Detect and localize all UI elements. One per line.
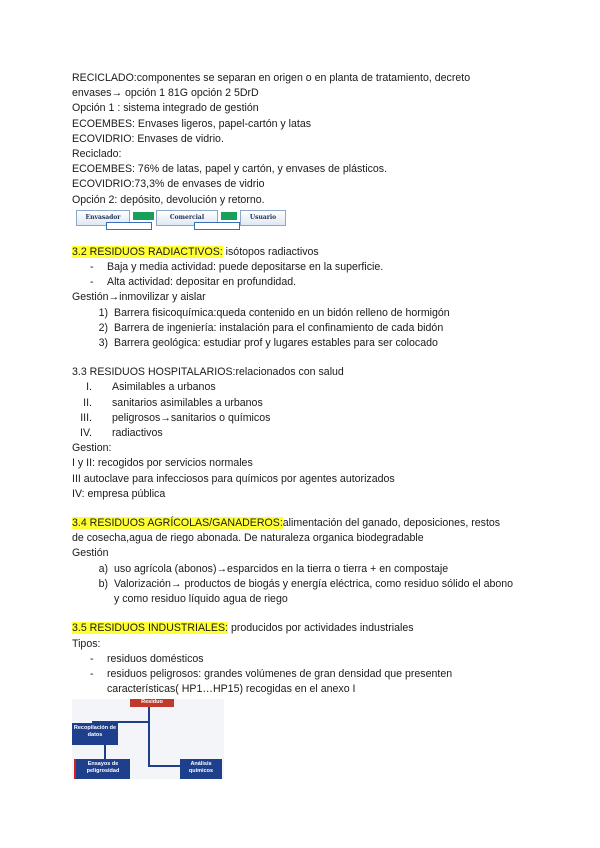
reciclado-line: Opción 1 : sistema integrado de gestión xyxy=(72,102,259,115)
tree-connector xyxy=(104,745,106,759)
tree-node-recopilacion: Recopilación de datos xyxy=(72,723,118,745)
reciclado-line: envases→ opción 1 81G opción 2 5DrD xyxy=(72,87,259,100)
list-item: a) uso agrícola (abonos)→esparcidos en la tierra o tierra + en compostaje xyxy=(98,562,449,575)
section-heading-industriales: 3.5 RESIDUOS INDUSTRIALES: producidos por actividades industriales xyxy=(72,622,414,635)
list-item-continuation: y como residuo líquido agua de riego xyxy=(114,593,288,606)
reciclado-line: ECOVIDRIO:73,3% de envases de vidrio xyxy=(72,178,265,191)
list-item: - Alta actividad: depositar en profundidad. xyxy=(90,276,297,289)
list-item: - Baja y media actividad: puede depositarse en la superficie. xyxy=(90,261,384,274)
flow-box-comercial: Comercial xyxy=(156,210,218,226)
section-heading-radiactivos: 3.2 RESIDUOS RADIACTIVOS: isótopos radiactivos xyxy=(72,245,319,258)
deposit-return-flow-diagram xyxy=(76,209,286,231)
reciclado-line: ECOVIDRIO: Envases de vidrio. xyxy=(72,132,224,145)
gestion-line: I y II: recogidos por servicios normales xyxy=(72,457,253,470)
flow-arrow-left-icon xyxy=(221,212,237,220)
industrial-waste-tree-diagram xyxy=(72,699,224,779)
list-item-continuation: características( HP1…HP15) recogidas en el anexo I xyxy=(107,683,356,696)
section-heading-hospitalarios: 3.3 RESIDUOS HOSPITALARIOS:relacionados con salud xyxy=(72,366,344,379)
list-item: 3) Barrera geológica: estudiar prof y lugares estables para ser colocado xyxy=(98,337,438,350)
reciclado-line: RECICLADO:componentes se separan en origen o en planta de tratamiento, decreto xyxy=(72,72,471,84)
gestion-line: Gestión xyxy=(72,547,109,560)
flow-box-usuario: Usuario xyxy=(240,210,286,226)
reciclado-line: Reciclado: xyxy=(72,148,122,161)
tree-node-ensayos: Ensayos de peligrosidad xyxy=(74,759,130,779)
list-item: - residuos peligrosos: grandes volúmenes de gran densidad que presenten xyxy=(90,667,453,680)
flow-arrow-right-icon xyxy=(106,222,152,230)
tree-connector xyxy=(148,707,150,767)
list-item: 2) Barrera de ingeniería: instalación para el confinamiento de cada bidón xyxy=(98,321,444,334)
list-item: III. peligrosos→sanitarios o químicos xyxy=(80,411,271,424)
tree-node-residuo: Residuo xyxy=(130,699,174,707)
list-item: II. sanitarios asimilables a urbanos xyxy=(83,396,263,409)
paragraph-line: de cosecha,agua de riego abonada. De naturaleza organica biodegradable xyxy=(72,532,424,545)
section-heading-agricolas: 3.4 RESIDUOS AGRÍCOLAS/GANADEROS:alimentación del ganado, deposiciones, restos xyxy=(72,517,501,530)
reciclado-line: ECOEMBES: Envases ligeros, papel-cartón y latas xyxy=(72,117,312,130)
gestion-line: IV: empresa pública xyxy=(72,487,166,500)
list-item: b) Valorización→ productos de biogás y energía eléctrica, como residuo sólido el abono xyxy=(98,577,514,590)
gestion-line: III autoclave para infecciosos para químicos por agentes autorizados xyxy=(72,472,395,485)
list-item: - residuos domésticos xyxy=(90,652,204,665)
reciclado-line: ECOEMBES: 76% de latas, papel y cartón, y envases de plásticos. xyxy=(72,163,388,176)
reciclado-line: Opción 2: depósito, devolución y retorno. xyxy=(72,193,265,206)
gestion-line: Gestion: xyxy=(72,442,112,455)
flow-arrow-right-icon xyxy=(194,222,240,230)
list-item: 1) Barrera fisicoquímica:queda contenido en un bidón relleno de hormigón xyxy=(98,306,450,319)
document-page xyxy=(72,71,542,779)
flow-arrow-left-icon xyxy=(133,212,154,220)
tree-connector xyxy=(150,765,180,767)
flow-box-envasador: Envasador xyxy=(76,210,130,226)
list-item: I. Asimilables a urbanos xyxy=(86,381,216,394)
tree-node-analisis: Análisis químicos xyxy=(180,759,222,779)
gestion-line: Gestión→inmovilizar y aislar xyxy=(72,291,206,304)
list-item: IV. radiactivos xyxy=(80,427,163,440)
tipos-label: Tipos: xyxy=(72,637,101,650)
